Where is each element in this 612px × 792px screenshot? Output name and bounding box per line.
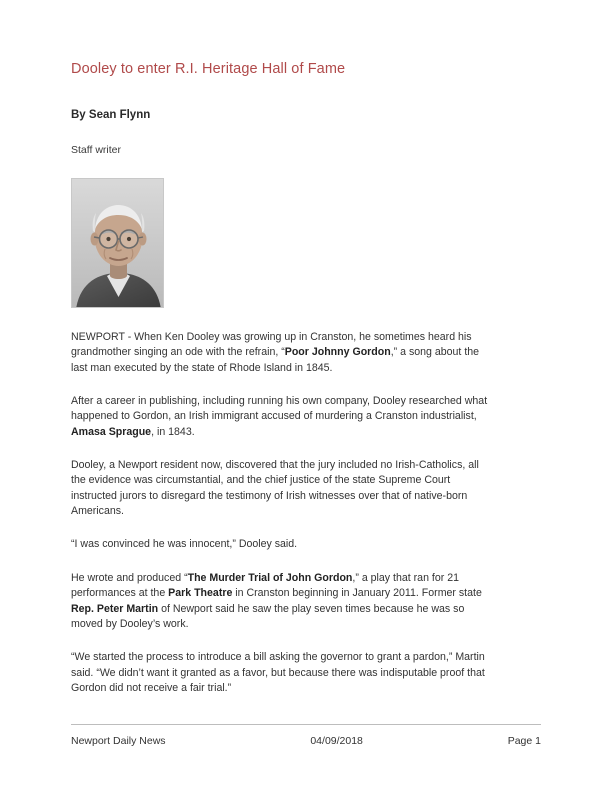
article-paragraph: After a career in publishing, including running his own company, Dooley researched what happened to Gordon, an Irish immigrant accused of murdering a Cranston industrialist, Amasa Sprague, in 1843. <box>71 394 488 438</box>
page-footer <box>71 724 541 747</box>
article-content <box>71 60 491 714</box>
footer-date: 04/09/2018 <box>310 735 363 747</box>
article-paragraph: “We started the process to introduce a bill asking the governor to grant a pardon,” Martin said. “We didn’t want it granted as a favor, but because there was indisputable proof that Gordon did not receive a fair trial.” <box>71 651 485 694</box>
author-role: Staff writer <box>71 143 121 156</box>
footer-page-number: Page 1 <box>507 735 541 747</box>
article-paragraph: Dooley, a Newport resident now, discovered that the jury included no Irish-Catholics, all the evidence was circumstantial, and the chief justice of the state Supreme Court instructed jurors to disregard the testimony of Irish witnesses over that of native-born Americans. <box>71 459 479 518</box>
portrait-photo-icon <box>72 179 164 308</box>
article-byline: By Sean Flynn <box>71 108 151 121</box>
page-title: Dooley to enter R.I. Heritage Hall of Fame <box>71 61 346 77</box>
article-paragraph: “I was convinced he was innocent,” Dooley said. <box>71 538 298 551</box>
article-paragraph: NEWPORT - When Ken Dooley was growing up in Cranston, he sometimes heard his grandmother singing an ode with the refrain, “Poor Johnny Gordon,” a song about the last man executed by the state of Rhode Island in 1845. <box>71 330 480 374</box>
portrait-photo <box>71 178 164 308</box>
footer-publication: Newport Daily News <box>71 735 166 747</box>
article-paragraph: He wrote and produced “The Murder Trial of John Gordon,” a play that ran for 21 performances at the Park Theatre in Cranston beginning in January 2011. Former state Rep. Peter Martin of Newport said he saw the play seven times because he was so moved by Dooley’s work. <box>71 571 482 630</box>
